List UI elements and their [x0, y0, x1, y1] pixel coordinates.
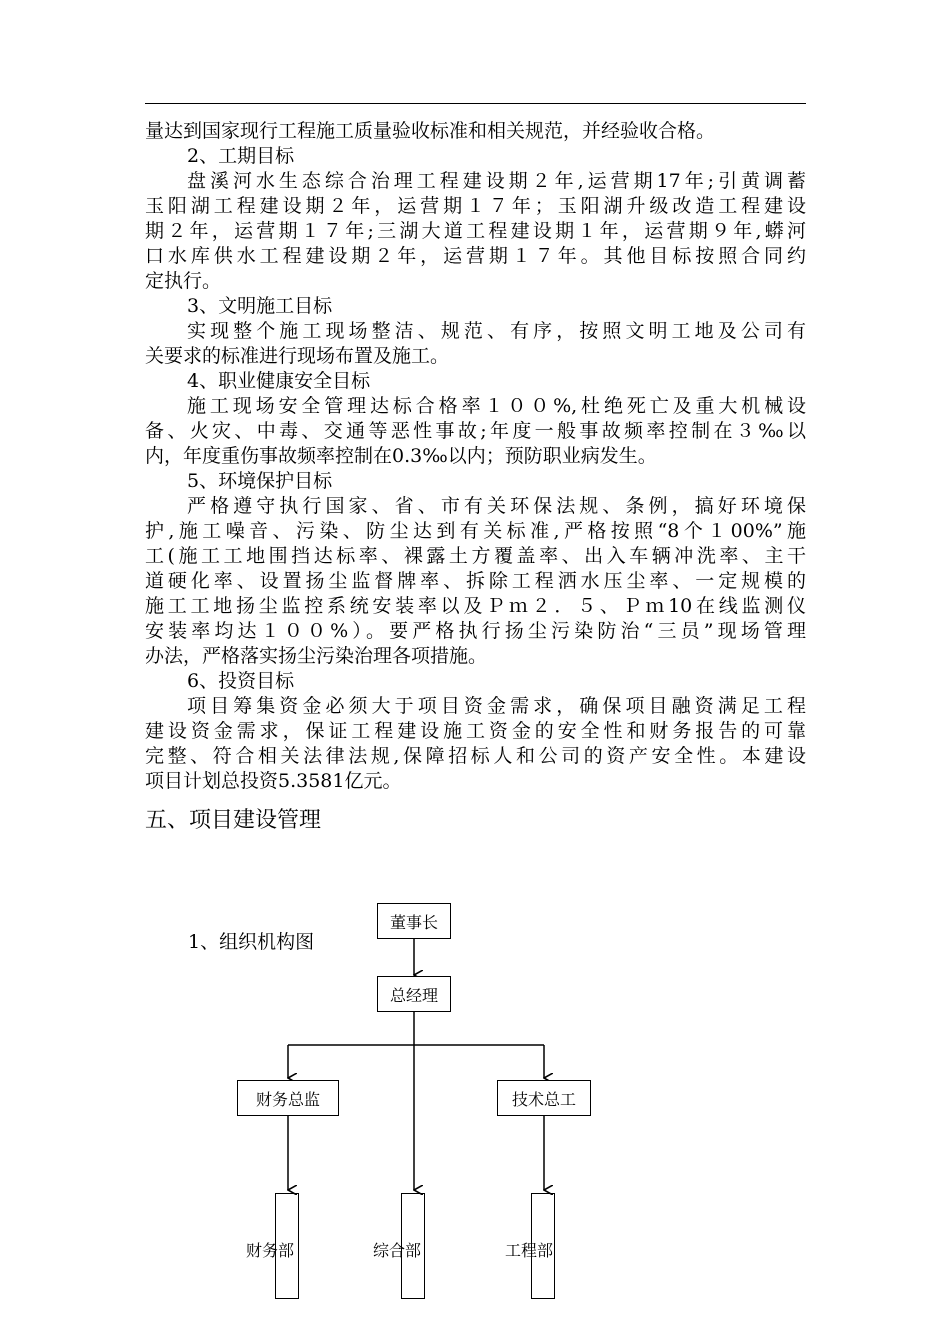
- general-dept-label: 综合部: [373, 1241, 422, 1260]
- engineering-dept-label: 工程部: [505, 1241, 554, 1260]
- technical-director-label: 技术总工: [511, 1089, 576, 1109]
- body-line: 实现整个施工现场整洁、规范、有序，按照文明工地及公司有: [187, 320, 806, 342]
- chairman-box: [377, 903, 451, 939]
- body-line: 期２年，运营期１７年;三湖大道工程建设期１年，运营期９年,蟒河: [145, 220, 806, 242]
- finance-director-label: 财务总监: [255, 1089, 320, 1109]
- section-title: 五、项目建设管理: [145, 808, 322, 833]
- body-line: 办法，严格落实扬尘污染治理各项措施。: [145, 645, 488, 667]
- body-line: 项目筹集资金必须大于项目资金需求，确保项目融资满足工程: [187, 695, 806, 717]
- general-manager-box: [377, 976, 451, 1012]
- chairman-label: 董事长: [389, 912, 438, 932]
- general-manager-label: 总经理: [389, 985, 438, 1005]
- body-line: 口水库供水工程建设期２年，运营期１７年。其他目标按照合同约: [145, 245, 806, 267]
- technical-director-box: [497, 1080, 591, 1116]
- body-line: 内，年度重伤事故频率控制在0.3‰以内；预防职业病发生。: [145, 445, 657, 467]
- body-line: 施工工地扬尘监控系统安装率以及Ｐｍ２．５、Ｐｍ10在线监测仪: [145, 595, 806, 617]
- org-chart-subheading: 1、组织机构图: [188, 931, 315, 953]
- finance-director-box: [237, 1080, 339, 1116]
- body-line: 施工现场安全管理达标合格率１００%,杜绝死亡及重大机械设: [187, 395, 806, 417]
- body-line: 定执行。: [145, 270, 222, 292]
- goal-heading: 4、职业健康安全目标: [187, 370, 371, 392]
- body-line: 建设资金需求，保证工程建设施工资金的安全性和财务报告的可靠: [145, 720, 806, 742]
- body-line: 安装率均达１００%）。要严格执行扬尘污染防治“三员”现场管理: [145, 620, 806, 642]
- body-line: 道硬化率、设置扬尘监督牌率、拆除工程洒水压尘率、一定规模的: [145, 570, 806, 592]
- body-line: 项目计划总投资5.3581亿元。: [145, 770, 402, 792]
- goal-heading: 3、文明施工目标: [187, 295, 333, 317]
- finance-dept-label: 财务部: [246, 1241, 295, 1260]
- body-line: 关要求的标准进行现场布置及施工。: [145, 345, 450, 367]
- goal-heading: 5、环境保护目标: [187, 470, 333, 492]
- body-line: 量达到国家现行工程施工质量验收标准和相关规范，并经验收合格。: [145, 120, 716, 142]
- body-line: 备、火灾、中毒、交通等恶性事故;年度一般事故频率控制在３‰以: [145, 420, 806, 442]
- body-line: 完整、符合相关法律法规,保障招标人和公司的资产安全性。本建设: [145, 745, 806, 767]
- goal-heading: 2、工期目标: [187, 145, 295, 167]
- body-line: 护,施工噪音、污染、防尘达到有关标准,严格按照“8个１00%”施: [145, 520, 806, 542]
- goal-heading: 6、投资目标: [187, 670, 295, 692]
- body-line: 玉阳湖工程建设期２年，运营期１７年；玉阳湖升级改造工程建设: [145, 195, 806, 217]
- body-line: 严格遵守执行国家、省、市有关环保法规、条例，搞好环境保: [187, 495, 806, 517]
- body-line: 盘溪河水生态综合治理工程建设期２年,运营期17年;引黄调蓄: [187, 170, 806, 192]
- body-line: 工(施工工地围挡达标率、裸露土方覆盖率、出入车辆冲洗率、主干: [145, 545, 806, 567]
